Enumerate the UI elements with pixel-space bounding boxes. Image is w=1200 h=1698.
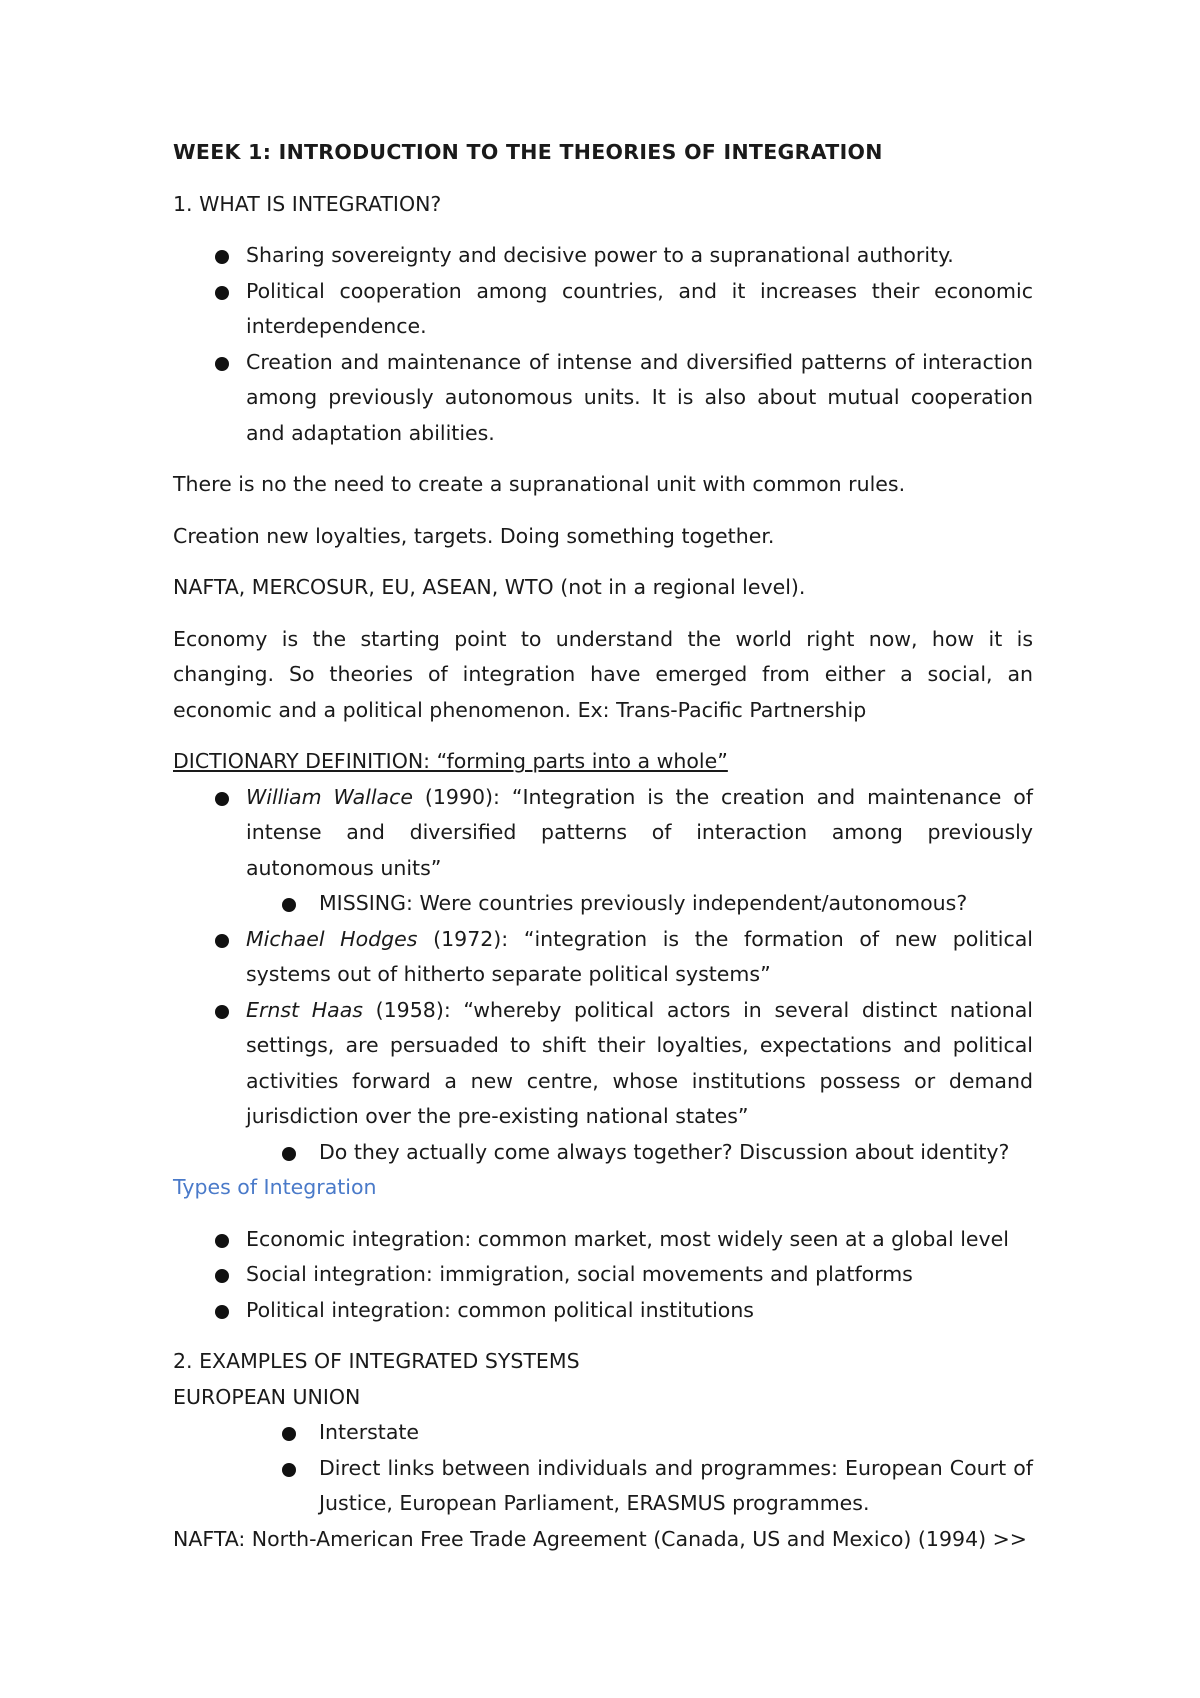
integration-bullet-list xyxy=(173,238,1033,451)
author-name: William Wallace xyxy=(246,784,414,809)
document-title: WEEK 1: INTRODUCTION TO THE THEORIES OF INTEGRATION xyxy=(173,140,883,164)
types-of-integration-heading: Types of Integration xyxy=(173,1175,377,1199)
paragraph: Creation new loyalties, targets. Doing something together. xyxy=(173,523,775,548)
sub-list-item: MISSING: Were countries previously independent/autonomous? xyxy=(173,886,1033,922)
bullet-icon xyxy=(215,1269,229,1283)
list-item: Creation and maintenance of intense and diversified patterns of interaction among previously autonomous units. It is also about mutual cooperation and adaptation abilities. xyxy=(173,345,1033,452)
bullet-icon xyxy=(215,1234,229,1248)
sub-list-item: Interstate xyxy=(173,1415,1033,1451)
bullet-icon xyxy=(282,898,296,912)
bullet-icon xyxy=(215,1305,229,1319)
paragraph: NAFTA, MERCOSUR, EU, ASEAN, WTO (not in a regional level). xyxy=(173,575,806,599)
document-page xyxy=(173,135,1033,1557)
sub-list-item: Direct links between individuals and programmes: European Court of Justice, European Parliament, ERASMUS programmes. xyxy=(173,1451,1033,1522)
list-item: Sharing sovereignty and decisive power to a supranational authority. xyxy=(173,238,1033,274)
dictionary-definition-heading: DICTIONARY DEFINITION: “forming parts into a whole” xyxy=(173,749,728,773)
author-name: Michael Hodges xyxy=(246,926,418,951)
nafta-line: NAFTA: North-American Free Trade Agreement (Canada, US and Mexico) (1994) >> xyxy=(173,1526,1027,1551)
definition-haas: Ernst Haas (1958): “whereby political actors in several distinct national settings, are persuaded to shift their loyalties, expectations and political activities forward a new centre, whose institutions possess or demand jurisdiction over the pre-existing national states” xyxy=(173,993,1033,1135)
definition-hodges: Michael Hodges (1972): “integration is the formation of new political systems out of hitherto separate political systems” xyxy=(173,922,1033,993)
paragraph: There is no the need to create a supranational unit with common rules. xyxy=(173,472,906,496)
types-list xyxy=(173,1222,1033,1329)
bullet-icon xyxy=(282,1427,296,1441)
bullet-icon xyxy=(215,357,229,371)
definitions-list xyxy=(173,780,1033,1171)
section-heading-what-is-integration: 1. WHAT IS INTEGRATION? xyxy=(173,191,442,216)
list-item: Social integration: immigration, social movements and platforms xyxy=(173,1257,1033,1293)
eu-label: EUROPEAN UNION xyxy=(173,1384,361,1409)
bullet-icon xyxy=(215,934,229,948)
list-item: Political integration: common political institutions xyxy=(173,1293,1033,1329)
bullet-icon xyxy=(215,1005,229,1019)
bullet-icon xyxy=(282,1147,296,1161)
bullet-icon xyxy=(215,792,229,806)
author-name: Ernst Haas xyxy=(246,997,363,1022)
bullet-icon xyxy=(215,250,229,264)
section-heading-examples: 2. EXAMPLES OF INTEGRATED SYSTEMS xyxy=(173,1349,580,1373)
list-item: Economic integration: common market, most widely seen at a global level xyxy=(173,1222,1033,1258)
bullet-icon xyxy=(282,1463,296,1477)
bullet-icon xyxy=(215,286,229,300)
paragraph: Economy is the starting point to understand the world right now, how it is changing. So theories of integration have emerged from either a social, an economic and a political phenomenon. Ex: Trans-Pacific Partnership xyxy=(173,626,1033,722)
sub-list-item: Do they actually come always together? Discussion about identity? xyxy=(173,1135,1033,1171)
eu-list xyxy=(173,1415,1033,1522)
list-item: Political cooperation among countries, and it increases their economic interdependence. xyxy=(173,274,1033,345)
definition-wallace: William Wallace (1990): “Integration is the creation and maintenance of intense and diversified patterns of interaction among previously autonomous units” xyxy=(173,780,1033,887)
